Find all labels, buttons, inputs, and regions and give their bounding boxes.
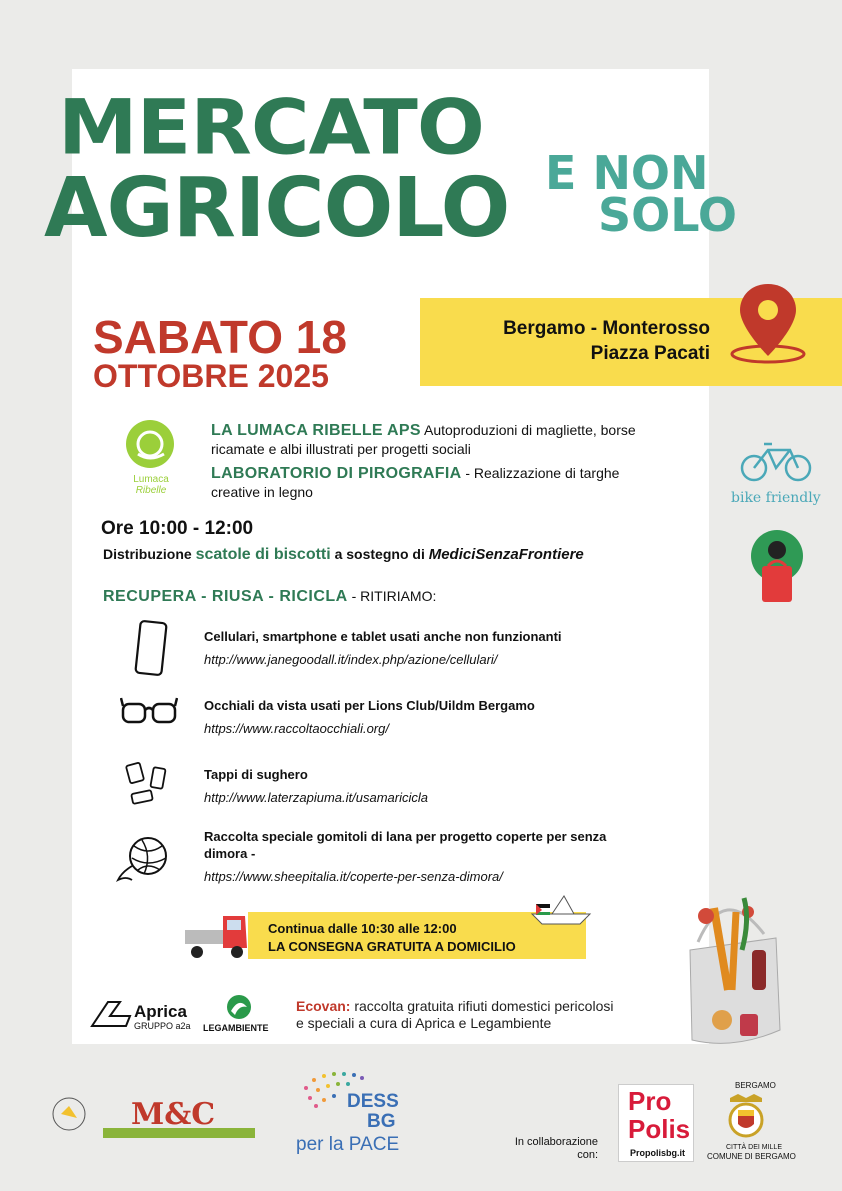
ecovan-text [296,998,613,1032]
dess-label: DESS [347,1091,399,1112]
truck-icon [183,908,251,962]
aprica-name: Aprica [134,1002,187,1021]
recupera-title: RECUPERA - RIUSA - RICICLA [103,588,348,605]
title-line1: MERCATO [58,83,484,172]
recupera-heading [103,588,436,606]
glasses-icon [120,694,178,728]
place-square: Piazza Pacati [590,343,710,364]
date-day: SABATO 18 [93,311,347,363]
subtitle-line1: E NON [545,146,709,200]
biscuits-label: scatole di biscotti [195,546,331,563]
item-title: Cellulari, smartphone e tablet usati anche non funzionanti [204,629,562,644]
date-month: OTTOBRE 2025 [93,358,329,394]
yarn-icon [112,832,176,884]
polis-label: Polis [628,1114,691,1144]
delivery-title: LA CONSEGNA GRATUITA A DOMICILIO [268,939,516,954]
phone-icon [134,620,168,676]
lumaca-text: Autoproduzioni di magliette, borse ricamate e albi illustrati per progetti sociali [211,422,636,457]
bergamo-motto: CITTÀ DEI MILLE [725,1144,782,1151]
lumaca-title: LA LUMACA RIBELLE APS [211,422,421,439]
mc-logo [45,1088,260,1148]
recupera-suffix: - RITIRIAMO: [347,588,437,604]
bergamo-name: COMUNE DI BERGAMO [707,1152,796,1161]
item-url[interactable]: http://www.janegoodall.it/index.php/azione/cellulari/ [204,652,498,667]
collaboration-label: In collaborazione con: [514,1136,598,1161]
cork-icon [122,760,174,810]
porta-la-sporta-logo [748,528,806,606]
list-item [204,828,624,885]
svg-text:Ribelle: Ribelle [135,485,167,496]
place-city: Bergamo - Monterosso [503,318,710,339]
item-url[interactable]: https://www.sheepitalia.it/coperte-per-senza-dimora/ [204,869,503,884]
item-url[interactable]: http://www.laterzapiuma.it/usamaricicla [204,790,428,805]
propolis-url: Propolisbg.it [630,1148,685,1158]
distribution-text [103,546,584,564]
map-pin-icon [728,280,808,370]
ecovan-line1: raccolta gratuita rifiuti domestici pericolosi [350,998,614,1014]
svg-text:Lumaca: Lumaca [133,474,169,485]
aprica-group: GRUPPO a2a [134,1021,191,1031]
title-line2: AGRICOLO [44,161,510,256]
list-item [204,766,624,806]
bg-label: BG [367,1111,396,1132]
bike-friendly-label: bike friendly [731,490,821,506]
msf-label: MediciSenzaFrontiere [428,546,584,563]
svg-text:M&C: M&C [131,1097,216,1132]
paper-boat-icon [530,894,592,928]
pirografia-text: - Realizzazione di targhe creative in legno [211,465,620,500]
distribution-label: Distribuzione [103,546,196,562]
peace-label: per la PACE [296,1134,400,1155]
hours-heading: Ore 10:00 - 12:00 [101,518,254,539]
support-label: a sostegno di [330,546,429,562]
pirografia-title: LABORATORIO DI PIROGRAFIA [211,465,462,482]
pirografia-description [211,464,671,501]
legambiente-name: LEGAMBIENTE [203,1023,269,1033]
item-title: Raccolta speciale gomitoli di lana per progetto coperte per senza dimora - [204,829,607,861]
ecovan-line2: e speciali a cura di Aprica e Legambiente [296,1015,552,1031]
list-item [204,628,624,668]
shopping-bag-illustration [684,890,786,1050]
bike-icon [740,440,812,482]
subtitle-line2: SOLO [598,188,738,242]
bergamo-top-label: BERGAMO [735,1081,776,1090]
item-url[interactable]: https://www.raccoltaocchiali.org/ [204,721,389,736]
lumaca-description [211,421,671,458]
pro-label: Pro [628,1086,672,1116]
list-item [204,697,624,737]
delivery-hours: Continua dalle 10:30 alle 12:00 [268,921,457,936]
item-title: Occhiali da vista usati per Lions Club/Uildm Bergamo [204,698,535,713]
bergamo-crest-icon [726,1092,766,1142]
item-title: Tappi di sughero [204,767,308,782]
lumaca-ribelle-logo [120,418,182,498]
ecovan-label: Ecovan: [296,998,351,1014]
